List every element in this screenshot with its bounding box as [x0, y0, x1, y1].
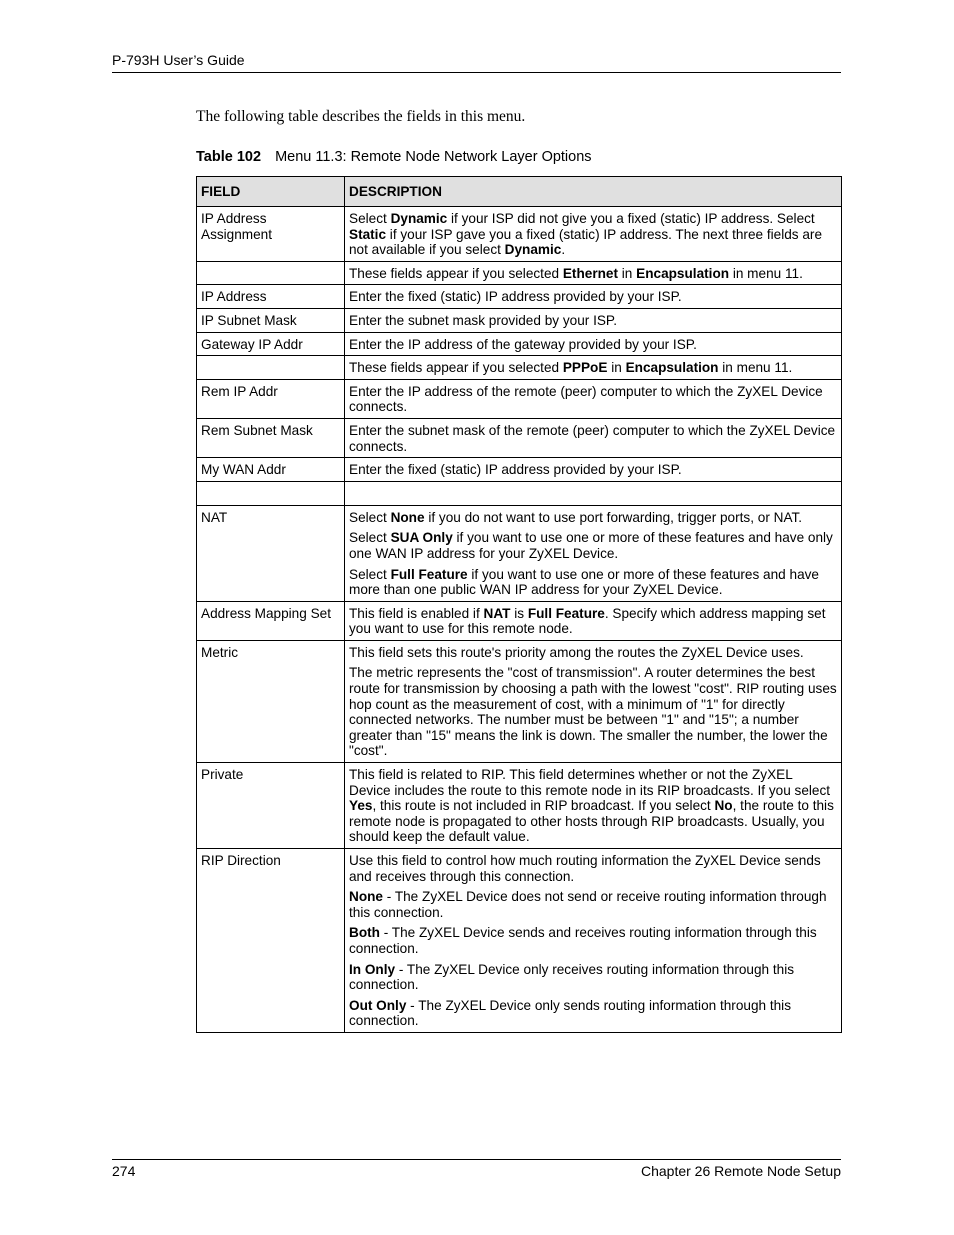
bold-term: NAT: [483, 605, 511, 621]
description-text: if you want to use one or more of these features and have more than one public WAN IP address for your ZyXEL Device.: [349, 566, 819, 598]
field-cell: My WAN Addr: [197, 458, 345, 482]
field-cell: IP Address Assignment: [197, 207, 345, 262]
description-paragraph: [349, 767, 837, 845]
description-paragraph: [349, 606, 837, 637]
table-header-row: [197, 177, 842, 207]
description-text: if your ISP gave you a fixed (static) IP address. The next three fields are not available if you select: [349, 226, 823, 258]
page-number: 274: [112, 1163, 136, 1179]
description-paragraph: [349, 289, 837, 305]
bold-term: Yes: [349, 798, 373, 814]
bold-term: Encapsulation: [625, 360, 719, 376]
field-cell: [197, 261, 345, 285]
bold-term: In Only: [349, 961, 396, 977]
bold-term: Ethernet: [562, 265, 618, 281]
table-row: [197, 505, 842, 601]
description-text: in: [618, 265, 637, 281]
table-row: [197, 481, 842, 505]
field-cell: Rem Subnet Mask: [197, 418, 345, 457]
field-cell: NAT: [197, 505, 345, 601]
intro-text: The following table describes the fields in this menu.: [196, 108, 526, 125]
bold-term: Full Feature: [390, 566, 468, 582]
description-paragraph: [349, 889, 837, 920]
description-paragraph: [349, 853, 837, 884]
table-row: [197, 763, 842, 849]
page-header: [112, 52, 841, 73]
chapter-title: Chapter 26 Remote Node Setup: [640, 1163, 841, 1179]
field-cell: Metric: [197, 640, 345, 762]
description-cell: [345, 481, 842, 505]
table-row: [197, 418, 842, 457]
table-body: [197, 207, 842, 1033]
description-paragraph: [349, 384, 837, 415]
description-paragraph: [349, 925, 837, 956]
description-paragraph: [349, 313, 837, 329]
fields-table: [196, 176, 842, 1033]
field-cell: IP Address: [197, 285, 345, 309]
description-paragraph: [349, 645, 837, 661]
field-cell: IP Subnet Mask: [197, 308, 345, 332]
description-column-header: DESCRIPTION: [345, 177, 842, 207]
description-cell: [345, 379, 842, 418]
bold-term: Full Feature: [527, 605, 605, 621]
bold-term: PPPoE: [562, 360, 608, 376]
field-column-header: FIELD: [197, 177, 345, 207]
table-row: [197, 601, 842, 640]
table-number: Table 102: [196, 149, 262, 165]
table-row: [197, 261, 842, 285]
field-cell: Gateway IP Addr: [197, 332, 345, 356]
description-text: These fields appear if you selected: [349, 360, 563, 376]
description-text: This field is related to RIP. This field determines whether or not the ZyXEL Device includes the route to this remote node in its RIP broadcasts. If you select: [349, 767, 831, 798]
table-row: [197, 332, 842, 356]
bold-term: None: [349, 889, 383, 905]
field-cell: Address Mapping Set: [197, 601, 345, 640]
description-text: in menu 11.: [729, 265, 803, 281]
description-paragraph: [349, 962, 837, 993]
table-row: [197, 458, 842, 482]
description-text: Enter the IP address of the gateway provided by your ISP.: [349, 336, 697, 352]
description-text: in menu 11.: [718, 360, 793, 376]
description-text: Select: [349, 566, 391, 582]
description-cell: [345, 763, 842, 849]
description-text: This field sets this route's priority among the routes the ZyXEL Device uses.: [349, 644, 804, 660]
bold-term: Dynamic: [390, 211, 448, 226]
description-text: Enter the fixed (static) IP address provided by your ISP.: [349, 289, 682, 305]
table-title: Menu 11.3: Remote Node Network Layer Options: [275, 149, 592, 165]
description-text: Select: [349, 509, 391, 525]
field-cell: Private: [197, 763, 345, 849]
description-paragraph: [349, 665, 837, 759]
guide-title: P-793H User’s Guide: [112, 52, 245, 68]
bold-term: None: [390, 509, 425, 525]
description-text: in: [607, 360, 626, 376]
page-footer: [112, 1159, 841, 1179]
table-row: [197, 356, 842, 380]
description-paragraph: [349, 510, 837, 526]
field-cell: [197, 481, 345, 505]
description-cell: [345, 207, 842, 262]
description-paragraph: [349, 423, 837, 454]
description-paragraph: [349, 462, 837, 478]
description-text: Select: [349, 211, 391, 226]
table-row: [197, 207, 842, 262]
description-cell: [345, 261, 842, 285]
description-cell: [345, 640, 842, 762]
description-cell: [345, 849, 842, 1033]
table-row: [197, 640, 842, 762]
bold-term: Static: [349, 226, 387, 242]
description-text: - The ZyXEL Device sends and receives routing information through this connection.: [349, 925, 817, 956]
table-caption: [196, 149, 592, 165]
bold-term: No: [714, 798, 733, 814]
description-text: - The ZyXEL Device does not send or receive routing information through this connection.: [349, 889, 827, 920]
description-text: . Specify which address mapping set you want to use for this remote node.: [349, 605, 826, 637]
description-cell: [345, 418, 842, 457]
description-paragraph: [349, 998, 837, 1029]
table-row: [197, 379, 842, 418]
bold-term: Out Only: [349, 997, 407, 1013]
description-text: Select: [349, 530, 391, 546]
description-paragraph: [349, 211, 837, 258]
bold-term: Encapsulation: [636, 265, 730, 281]
description-text: if your ISP did not give you a fixed (static) IP address. Select: [447, 211, 815, 226]
description-text: This field is enabled if: [349, 605, 484, 621]
description-text: if you want to use one or more of these features and have only one WAN IP address for your ZyXEL Device.: [349, 530, 833, 561]
description-text: The metric represents the "cost of transmission". A router determines the best route for transmission by choosing a path with the lowest "cost". RIP routing uses hop count as the measurement of cost, with a minimum of "1" for directly connected networks. The number must be between "1" and "15"; a number greater than "15" means the link is down. The smaller the number, the lower the "cost".: [349, 665, 837, 759]
table-row: [197, 849, 842, 1033]
description-text: - The ZyXEL Device only receives routing information through this connection.: [349, 961, 795, 993]
description-text: is: [510, 605, 528, 621]
description-text: Enter the IP address of the remote (peer) computer to which the ZyXEL Device connects.: [349, 383, 823, 415]
description-cell: [345, 601, 842, 640]
bold-term: Dynamic: [504, 242, 562, 258]
description-cell: [345, 285, 842, 309]
bold-term: Both: [349, 925, 380, 941]
description-paragraph: [349, 266, 837, 282]
description-text: .: [561, 242, 566, 258]
description-text: , the route to this remote node is propagated to other hosts through RIP broadcasts. Usually, you should keep the default value.: [349, 798, 834, 845]
description-cell: [345, 458, 842, 482]
description-cell: [345, 332, 842, 356]
description-cell: [345, 308, 842, 332]
table-row: [197, 285, 842, 309]
description-paragraph: [349, 530, 837, 561]
field-cell: Rem IP Addr: [197, 379, 345, 418]
description-text: if you do not want to use port forwarding, trigger ports, or NAT.: [424, 509, 803, 525]
field-cell: [197, 356, 345, 380]
field-cell: RIP Direction: [197, 849, 345, 1033]
description-text: Enter the fixed (static) IP address provided by your ISP.: [349, 462, 682, 478]
description-paragraph: [349, 337, 837, 353]
table-row: [197, 308, 842, 332]
description-text: Enter the subnet mask of the remote (peer) computer to which the ZyXEL Device connects.: [349, 422, 836, 454]
description-text: These fields appear if you selected: [349, 265, 563, 281]
description-text: Use this field to control how much routing information the ZyXEL Device sends and receives through this connection.: [349, 853, 821, 884]
description-paragraph: [349, 567, 837, 598]
description-cell: [345, 356, 842, 380]
bold-term: SUA Only: [390, 530, 453, 546]
description-text: - The ZyXEL Device only sends routing information through this connection.: [349, 997, 792, 1029]
description-text: , this route is not included in RIP broadcast. If you select: [372, 798, 715, 814]
description-cell: [345, 505, 842, 601]
description-paragraph: [349, 360, 837, 376]
description-text: Enter the subnet mask provided by your ISP.: [349, 312, 617, 328]
